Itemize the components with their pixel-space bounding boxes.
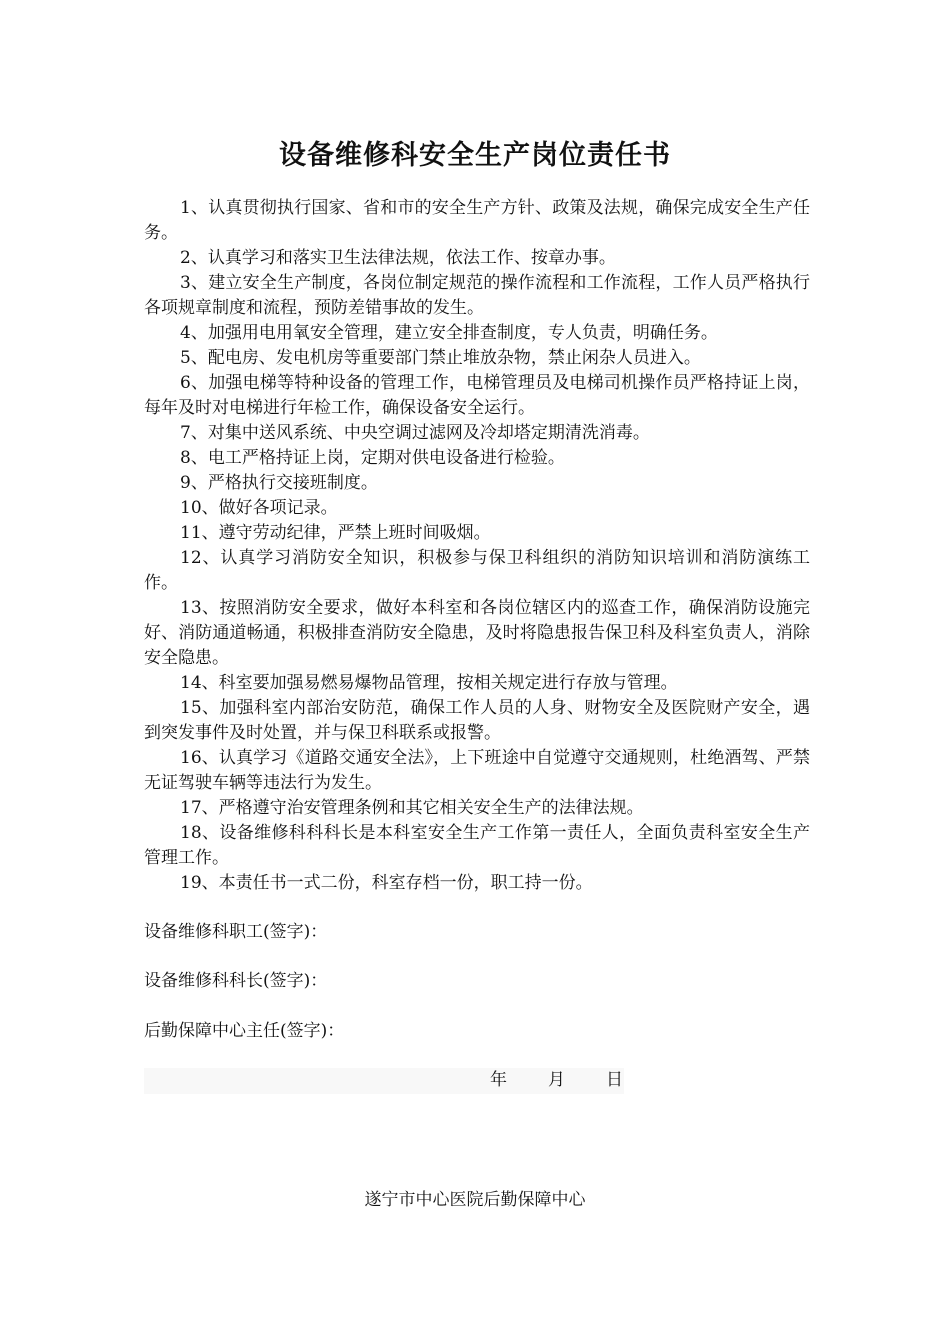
- clause-2: 2、认真学习和落实卫生法律法规，依法工作、按章办事。: [180, 248, 616, 268]
- clause-1: 1、认真贯彻执行国家、省和市的安全生产方针、政策及法规，确保完成安全生产任务。: [144, 198, 810, 243]
- clause-10: 10、做好各项记录。: [180, 498, 338, 518]
- date-line: [144, 1068, 624, 1094]
- date-year-label: 年: [490, 1070, 507, 1090]
- clause-12: 12、认真学习消防安全知识，积极参与保卫科组织的消防知识培训和消防演练工作。: [144, 548, 810, 593]
- chief-signature-line: 设备维修科科长(签字)：: [144, 971, 328, 991]
- clause-3: 3、建立安全生产制度，各岗位制定规范的操作流程和工作流程，工作人员严格执行各项规章制度和流程，预防差错事故的发生。: [144, 273, 810, 318]
- clause-4: 4、加强用电用氧安全管理，建立安全排查制度，专人负责，明确任务。: [180, 323, 718, 343]
- clause-11: 11、遵守劳动纪律，严禁上班时间吸烟。: [180, 523, 491, 543]
- staff-signature-line: 设备维修科职工(签字)：: [144, 922, 328, 942]
- clause-14: 14、科室要加强易燃易爆物品管理，按相关规定进行存放与管理。: [180, 673, 678, 693]
- clause-17: 17、严格遵守治安管理条例和其它相关安全生产的法律法规。: [180, 798, 644, 818]
- document-title: 设备维修科安全生产岗位责任书: [279, 140, 671, 171]
- clause-19: 19、本责任书一式二份，科室存档一份，职工持一份。: [180, 873, 593, 893]
- director-signature-line: 后勤保障中心主任(签字)：: [144, 1021, 345, 1041]
- clause-6: 6、加强电梯等特种设备的管理工作，电梯管理员及电梯司机操作员严格持证上岗，每年及时对电梯进行年检工作，确保设备安全运行。: [144, 373, 810, 418]
- date-day-label: 日: [606, 1070, 623, 1090]
- issuer-footer: 遂宁市中心医院后勤保障中心: [364, 1190, 586, 1210]
- document-body: [144, 196, 810, 896]
- clause-18: 18、设备维修科科科长是本科室安全生产工作第一责任人，全面负责科室安全生产管理工作。: [144, 823, 810, 868]
- clause-16: 16、认真学习《道路交通安全法》，上下班途中自觉遵守交通规则，杜绝酒驾、严禁无证驾驶车辆等违法行为发生。: [144, 748, 810, 793]
- clause-7: 7、对集中送风系统、中央空调过滤网及冷却塔定期清洗消毒。: [180, 423, 650, 443]
- clause-13: 13、按照消防安全要求，做好本科室和各岗位辖区内的巡查工作，确保消防设施完好、消防通道畅通，积极排查消防安全隐患，及时将隐患报告保卫科及科室负责人，消除安全隐患。: [144, 598, 810, 668]
- clause-9: 9、严格执行交接班制度。: [180, 473, 378, 493]
- clause-8: 8、电工严格持证上岗，定期对供电设备进行检验。: [180, 448, 565, 468]
- date-month-label: 月: [548, 1070, 565, 1090]
- clause-5: 5、配电房、发电机房等重要部门禁止堆放杂物，禁止闲杂人员进入。: [180, 348, 701, 368]
- clause-15: 15、加强科室内部治安防范，确保工作人员的人身、财物安全及医院财产安全，遇到突发事件及时处置，并与保卫科联系或报警。: [144, 698, 810, 743]
